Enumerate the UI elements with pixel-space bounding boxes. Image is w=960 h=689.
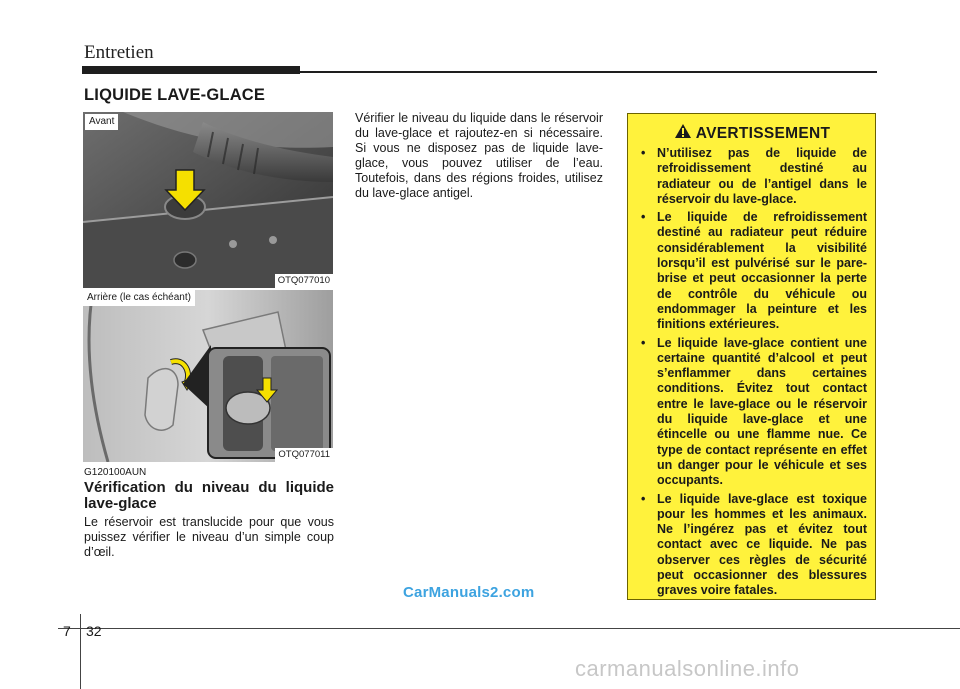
warning-list bbox=[637, 146, 867, 599]
warning-title: AVERTISSEMENT bbox=[695, 124, 831, 142]
footer-site-watermark[interactable]: carmanualsonline.info bbox=[575, 656, 800, 681]
front-reservoir-photo bbox=[83, 112, 333, 288]
header-rule-thin bbox=[300, 71, 877, 73]
warning-header bbox=[637, 123, 867, 144]
warning-item: • Le liquide lave-glace contient une certaine quantité d’alcool et peut s’enflammer dans certaines conditions. Évitez tout contact entre le lave-glace ou le réservoir du liquide lave-glace et une étincelle ou une flamme nue. Ce type de contact représente en effet un danger pour le véhicule et ses occupants. bbox=[637, 336, 867, 489]
rear-panel-illustration bbox=[83, 290, 333, 462]
section-title: Entretien bbox=[84, 42, 154, 63]
engine-bay-illustration bbox=[83, 112, 333, 288]
footer-divider bbox=[80, 614, 81, 689]
watermark-link[interactable]: CarManuals2.com bbox=[403, 584, 535, 601]
page-number: 32 bbox=[86, 623, 102, 639]
front-photo-code: OTQ077010 bbox=[275, 274, 333, 288]
middle-body-text: Vérifier le niveau du liquide dans le réservoir du lave-glace et rajoutez-en si nécessaire. Si vous ne disposez pas de liquide lave-glace, vous pouvez utiliser de l’eau. Toutefois, dans des régions froides, utilisez du lave-glace antigel. bbox=[355, 111, 603, 200]
front-photo-label: Avant bbox=[85, 114, 118, 130]
rear-reservoir-photo bbox=[83, 290, 333, 462]
chapter-number: 7 bbox=[63, 623, 71, 639]
warning-triangle-icon bbox=[674, 123, 692, 144]
rear-photo-label: Arrière (le cas échéant) bbox=[83, 290, 195, 306]
header-rule-thick bbox=[82, 66, 300, 74]
left-body-text: Le réservoir est translucide pour que vous puissez vérifier le niveau d’un simple coup d’œil. bbox=[84, 515, 334, 559]
warning-box bbox=[627, 113, 876, 600]
page-heading: LIQUIDE LAVE-GLACE bbox=[84, 86, 266, 104]
rear-photo-code: OTQ077011 bbox=[275, 448, 333, 462]
warning-item: • Le liquide lave-glace est toxique pour les hommes et les animaux. Ne l’ingérez pas et évitez tout contact avec ce liquide. Ne pas observer ces règles de sécurité peut occasionner des blessures graves voire fatales. bbox=[637, 492, 867, 599]
footer-rule bbox=[58, 628, 960, 629]
warning-item: • Le liquide de refroidissement destiné au radiateur peut réduire considérablement la visibilité lorsqu’il est pulvérisé sur le pare-brise et peut occasionner la perte de contrôle du véhicule ou endommager la peinture et les finitions extérieures. bbox=[637, 210, 867, 332]
section-code: G120100AUN bbox=[84, 467, 147, 478]
check-level-heading: Vérification du niveau du liquide lave-glace bbox=[84, 479, 334, 512]
warning-item: • N’utilisez pas de liquide de refroidissement destiné au radiateur ou de l’antigel dans le réservoir du lave-glace. bbox=[637, 146, 867, 207]
